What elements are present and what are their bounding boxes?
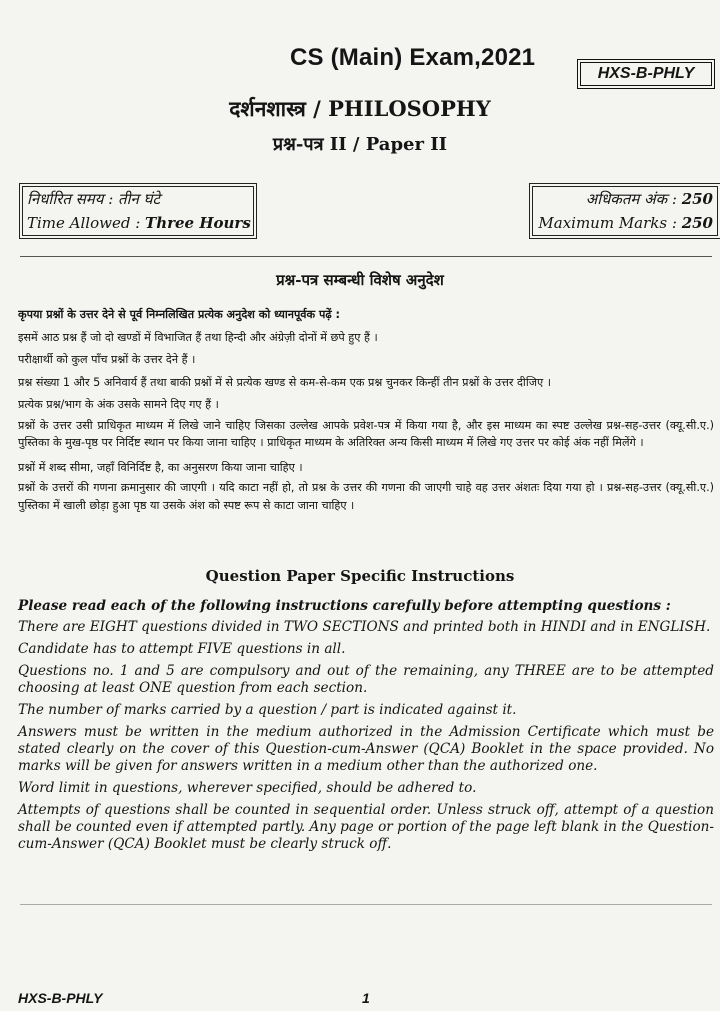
english-instruction-line: There are EIGHT questions divided in TWO SECTIONS and printed both in HINDI and in ENGLISH.	[18, 619, 711, 635]
english-instruction-lead: Please read each of the following instructions carefully before attempting questions :	[18, 598, 671, 614]
maximum-marks-hindi	[537, 187, 713, 211]
hindi-instruction-line: इसमें आठ प्रश्न हैं जो दो खण्डों में विभाजित हैं तथा हिन्दी और अंग्रेज़ी दोनों में छपे हुए हैं ।	[18, 330, 378, 344]
maximum-marks-label: Maximum Marks :	[538, 214, 682, 232]
english-instruction-line: Attempts of questions shall be counted in sequential order. Unless struck off, attempt of a question shall be counted even if attempted partly. Any page or portion of the page left blank in the Question-cum-Answer (QCA) Booklet must be clearly struck off.	[18, 802, 714, 852]
maximum-marks-english	[537, 211, 713, 235]
hindi-instruction-line: परीक्षार्थी को कुल पाँच प्रश्नों के उत्तर देने हैं ।	[18, 353, 196, 366]
english-instructions	[18, 598, 714, 858]
english-instruction-line: Candidate has to attempt FIVE questions in all.	[18, 641, 346, 657]
hindi-instructions-title: प्रश्न-पत्र सम्बन्धी विशेष अनुदेश	[276, 271, 444, 289]
hindi-instruction-line: प्रश्नों में शब्द सीमा, जहाँ विनिर्दिष्ट है, का अनुसरण किया जाना चाहिए ।	[18, 460, 303, 474]
paper-number: प्रश्न-पत्र II / Paper II	[272, 134, 448, 155]
time-allowed-hindi: निर्धारित समय : तीन घंटे	[27, 190, 161, 208]
exam-title: CS (Main) Exam,2021	[290, 44, 536, 71]
time-allowed-english	[27, 211, 249, 235]
hindi-instruction-line: कृपया प्रश्नों के उत्तर देने से पूर्व निम्नलिखित प्रत्येक अनुदेश को ध्यानपूर्वक पढ़ें :	[18, 308, 341, 321]
english-instructions-title: Question Paper Specific Instructions	[205, 567, 515, 585]
hindi-instruction-line: प्रत्येक प्रश्न/भाग के अंक उसके सामने दिए गए हैं ।	[18, 398, 219, 411]
paper-code-box: HXS-B-PHLY	[580, 62, 712, 86]
english-instruction-line: The number of marks carried by a question / part is indicated against it.	[18, 702, 517, 718]
maximum-marks-box	[532, 186, 718, 236]
maximum-marks-hindi-value: 250	[681, 190, 713, 208]
hindi-instruction-line: प्रश्नों के उत्तर उसी प्राधिकृत माध्यम में लिखे जाने चाहिए जिसका उल्लेख आपके प्रवेश-पत्र में किया गया है, और इस माध्यम का स्पष्ट उल्लेख प्रश्न-सह-उत्तर (क्यू.सी.ए.) पुस्तिका के मुख-पृष्ठ पर निर्दिष्ट स्थान पर किया जाना चाहिए । प्राधिकृत माध्यम के अतिरिक्त अन्य किसी माध्यम में लिखे गए उत्तर पर कोई अंक नहीं मिलेंगे ।	[18, 418, 714, 449]
divider-bottom	[20, 904, 712, 905]
hindi-instructions	[18, 304, 714, 519]
hindi-instruction-line: प्रश्न संख्या 1 और 5 अनिवार्य हैं तथा बाकी प्रश्नों में से प्रत्येक खण्ड से कम-से-कम एक प्रश्न चुनकर किन्हीं तीन प्रश्नों के उत्तर दीजिए ।	[18, 375, 552, 389]
english-instruction-line: Questions no. 1 and 5 are compulsory and out of the remaining, any THREE are to be attempted choosing at least ONE question from each section.	[18, 663, 714, 696]
divider-top	[20, 256, 712, 257]
maximum-marks-hindi-label: अधिकतम अंक :	[585, 190, 682, 208]
hindi-instruction-line: प्रश्नों के उत्तरों की गणना क्रमानुसार की जाएगी । यदि काटा नहीं हो, तो प्रश्न के उत्तर की गणना की जाएगी चाहे वह उत्तर अंशतः दिया गया हो । प्रश्न-सह-उत्तर (क्यू.सी.ए.) पुस्तिका में खाली छोड़ा हुआ पृष्ठ या उसके अंश को स्पष्ट रूप से काटा जाना चाहिए ।	[18, 481, 714, 512]
maximum-marks-value: 250	[681, 214, 713, 232]
footer-page-number: 1	[362, 990, 370, 1006]
time-allowed-label: Time Allowed :	[27, 214, 146, 232]
footer-paper-code: HXS-B-PHLY	[18, 990, 103, 1006]
time-allowed-value: Three Hours	[145, 214, 251, 232]
english-instruction-line: Word limit in questions, wherever specified, should be adhered to.	[18, 780, 477, 796]
time-allowed-box	[22, 186, 254, 236]
english-instruction-line: Answers must be written in the medium authorized in the Admission Certificate which must be stated clearly on the cover of this Question-cum-Answer (QCA) Booklet in the space provided. No marks will be given for answers written in a medium other than the authorized one.	[18, 724, 714, 774]
subject-title: दर्शनशास्त्र / PHILOSOPHY	[229, 96, 491, 121]
